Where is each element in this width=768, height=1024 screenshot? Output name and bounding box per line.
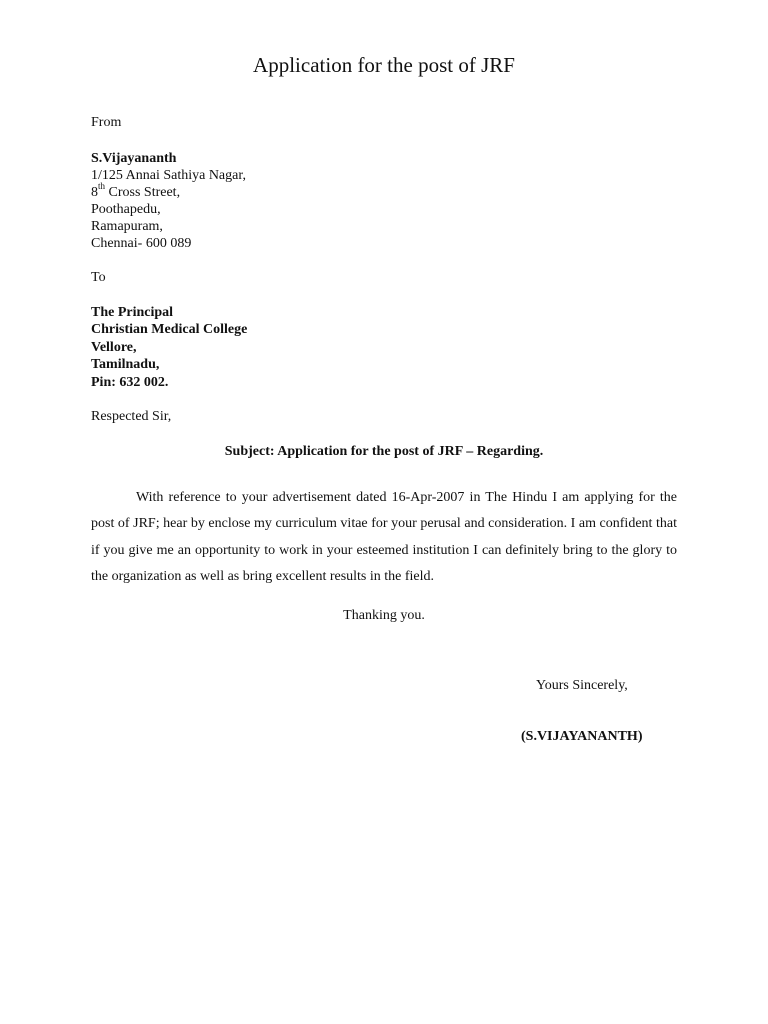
recipient-line-5: Pin: 632 002. xyxy=(91,375,169,390)
document-title: Application for the post of JRF xyxy=(253,53,515,77)
ordinal-suffix: th xyxy=(98,181,106,192)
recipient-line-1: The Principal xyxy=(91,305,174,320)
recipient-line-2: Christian Medical College xyxy=(91,322,248,337)
street-number: 8 xyxy=(91,185,98,200)
subject-line: Subject: Application for the post of JRF – Regarding. xyxy=(224,444,544,459)
signature-name: (S.VIJAYANANTH) xyxy=(521,729,643,744)
from-label: From xyxy=(91,115,122,130)
recipient-line-3: Vellore, xyxy=(91,340,137,355)
salutation: Respected Sir, xyxy=(91,409,172,424)
sender-address-line-1: 1/125 Annai Sathiya Nagar, xyxy=(91,168,246,183)
sender-address-line-5: Chennai- 600 089 xyxy=(91,236,192,251)
body-paragraph: With reference to your advertisement dated 16-Apr-2007 in The Hindu I am applying for the post of JRF; hear by enclose my curriculum vitae for your perusal and consideration. I am confident that if you give me an opportunity to work in your esteemed institution I can definitely bring to the glory to the organization as well as bring excellent results in the field. xyxy=(91,490,677,584)
closing-line: Yours Sincerely, xyxy=(536,678,628,693)
sender-name: S.Vijayananth xyxy=(91,151,177,166)
sender-address-line-4: Ramapuram, xyxy=(91,219,163,234)
street-name: Cross Street, xyxy=(105,185,181,200)
sender-address-line-2 xyxy=(91,181,181,201)
to-label: To xyxy=(91,270,106,285)
recipient-line-4: Tamilnadu, xyxy=(91,357,160,372)
sender-address-line-3: Poothapedu, xyxy=(91,202,161,217)
thanks-line: Thanking you. xyxy=(343,608,425,623)
